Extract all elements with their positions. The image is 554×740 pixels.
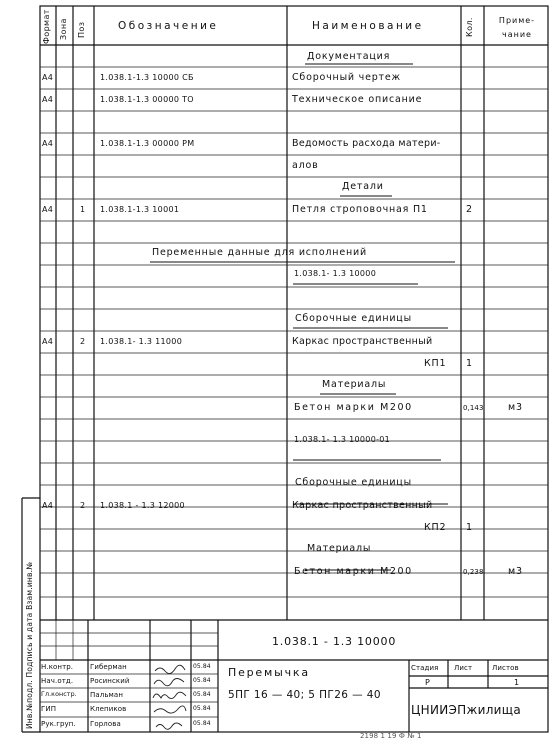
section-assembly-units-1: Сборочные единицы [295,313,412,324]
row13-qty: 1 [466,358,473,369]
row3-format: А4 [42,95,54,104]
row15-name: Бетон марки М200 [294,402,413,413]
footer-inventory: 2198 1 19 Ф № 1 [360,732,422,740]
row2-format: А4 [42,73,54,82]
stamp-person: Росинский [90,677,130,685]
row22-qty: 0,238 [463,568,484,576]
header-format: Формат [42,9,51,44]
row12-format: А4 [42,337,54,346]
stamp-date: 05.84 [193,705,211,712]
stamp-sheets-value: 1 [514,678,520,687]
row12-pos: 2 [80,337,86,346]
stamp-role: Нач.отд. [41,677,74,685]
stamp-date: 05.84 [193,720,211,727]
stamp-sheet-label: Лист [454,664,473,672]
stamp-person: Клепиков [90,705,127,713]
row8-designation: 1.038.1-1.3 10001 [100,205,180,214]
row19-format: А4 [42,501,54,510]
row16-name: 1.038.1- 1.3 10000-01 [294,435,391,444]
row5-format: А4 [42,139,54,148]
section-materials-1: Материалы [322,379,387,390]
row3-designation: 1.038.1-1.3 00000 ТО [100,95,194,104]
stamp-sheets-label: Листов [492,664,519,672]
stamp-date: 05.84 [193,691,211,698]
signatures [153,665,186,729]
row8-pos: 1 [80,205,86,214]
stamp-role: Н.контр. [41,663,74,671]
row3-name: Техническое описание [292,94,423,105]
row10-name: 1.038.1- 1.3 10000 [294,269,377,278]
stamp-person: Гиберман [90,663,127,671]
row8-qty: 2 [466,204,473,215]
row22-note: м3 [508,566,523,577]
row2-designation: 1.038.1-1.3 10000 СБ [100,73,194,82]
section-assembly-units-2: Сборочные единицы [295,477,412,488]
row6-name: алов [292,160,319,171]
row19-designation: 1.038.1 - 1.3 12000 [100,501,185,510]
stamp-role: Рук.груп. [41,720,76,728]
stamp-stage-label: Стадия [411,664,439,672]
row2-name: Сборочный чертеж [292,72,401,83]
row20-name: КП2 [424,522,447,533]
header-note: Приме- чание [498,16,536,39]
section-documentation: Документация [307,51,391,62]
header-zone: Зона [59,18,68,40]
row19-pos: 2 [80,501,86,510]
row20-qty: 1 [466,522,473,533]
section-materials-2: Материалы [307,543,372,554]
row5-name: Ведомость расхода матери- [292,138,441,149]
row22-name: Бетон марки М200 [294,566,413,577]
stamp-role: Гл.констр. [41,691,77,698]
stamp-stage-value: Р [425,678,431,687]
header-qty: Кол. [465,17,474,37]
stamp-person: Пальман [90,691,123,699]
row15-qty: 0,143 [463,404,484,412]
row5-designation: 1.038.1-1.3 00000 РМ [100,139,195,148]
stamp-title-line2: 5ПГ 16 — 40; 5 ПГ26 — 40 [228,689,381,701]
row12-designation: 1.038.1- 1.3 11000 [100,337,183,346]
stamp-person: Горлова [90,720,121,728]
row8-name: Петля строповочная П1 [292,204,428,215]
row12-name: Каркас пространственный [292,336,433,347]
header-name: Наименование [312,20,424,32]
stamp-date: 05.84 [193,663,211,670]
row13-name: КП1 [424,358,447,369]
section-variable-data: Переменные данные для исполнений [152,247,367,258]
stamp-title-line1: Перемычка [228,666,310,679]
side-strip-labels: Инв.№подл. Подпись и дата Взам.инв.№ [25,561,34,729]
section-details: Детали [342,181,384,192]
row19-name: Каркас пространственный [292,500,433,511]
row15-note: м3 [508,402,523,413]
stamp-role: ГИП [41,705,57,713]
stamp-organization: ЦНИИЭПжилища [411,703,522,717]
header-pos: Поз [77,21,86,38]
header-designation: Обозначение [118,20,219,32]
stamp-doc-code: 1.038.1 - 1.3 10000 [272,635,397,648]
row8-format: А4 [42,205,54,214]
stamp-date: 05.84 [193,677,211,684]
